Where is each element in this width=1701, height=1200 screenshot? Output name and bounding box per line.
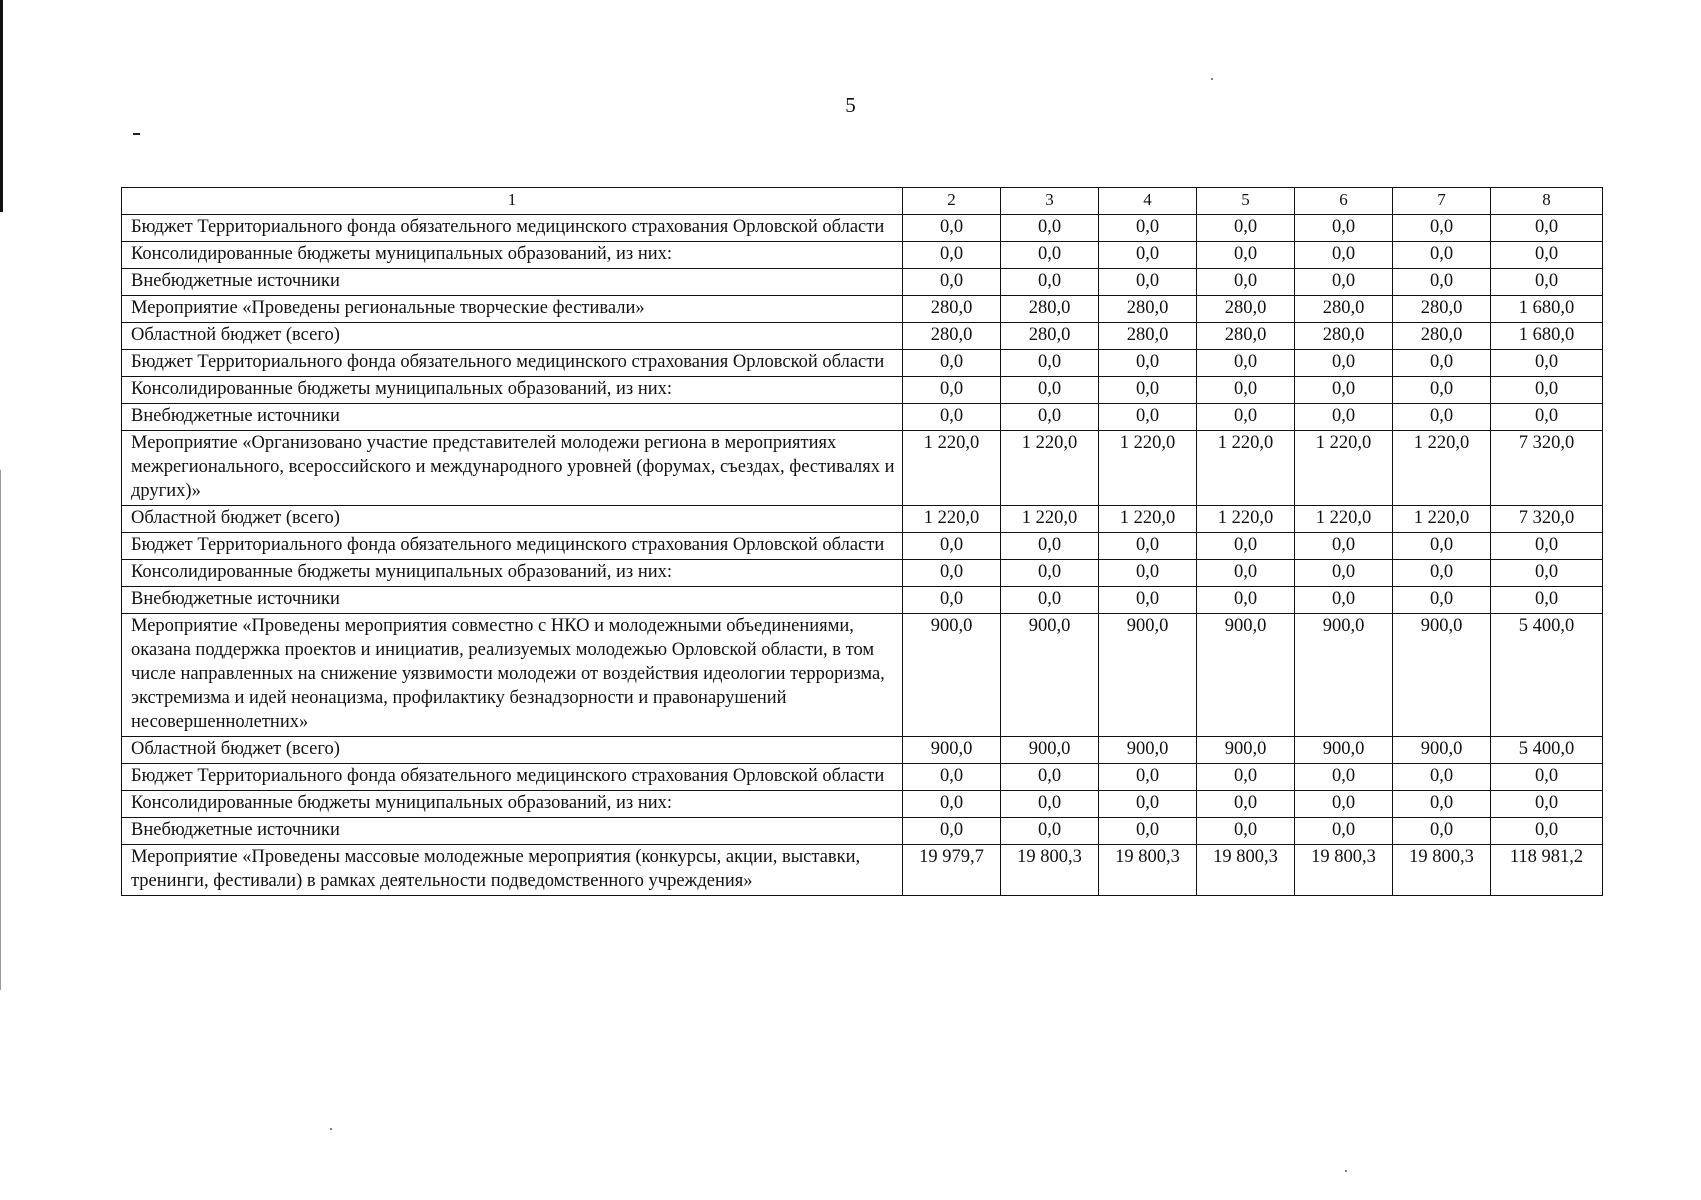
value-cell: 0,0: [1491, 242, 1603, 269]
value-cell: 0,0: [1491, 269, 1603, 296]
column-number-cell: 3: [1001, 188, 1099, 215]
value-cell: 0,0: [1295, 560, 1393, 587]
value-cell: 0,0: [1099, 269, 1197, 296]
value-cell: 0,0: [1393, 560, 1491, 587]
value-cell: 280,0: [1295, 296, 1393, 323]
row-label-cell: Внебюджетные источники: [122, 404, 903, 431]
value-cell: 900,0: [1393, 614, 1491, 737]
value-cell: 0,0: [1197, 818, 1295, 845]
page-number: 5: [845, 93, 856, 117]
value-cell: 0,0: [1001, 764, 1099, 791]
table-row: [122, 587, 1603, 614]
value-cell: 900,0: [1001, 614, 1099, 737]
row-label-cell: Областной бюджет (всего): [122, 737, 903, 764]
value-cell: 0,0: [1491, 533, 1603, 560]
value-cell: 900,0: [1197, 737, 1295, 764]
row-label-cell: Мероприятие «Организовано участие представителей молодежи региона в мероприятиях межрегионального, всероссийского и международного уровней (форумах, съездах, фестивалях и других)»: [122, 431, 903, 506]
value-cell: 0,0: [903, 350, 1001, 377]
value-cell: 0,0: [1393, 533, 1491, 560]
value-cell: 0,0: [1197, 350, 1295, 377]
row-label-cell: Внебюджетные источники: [122, 818, 903, 845]
value-cell: 0,0: [903, 533, 1001, 560]
budget-table-body: [122, 188, 1603, 896]
value-cell: 1 220,0: [1197, 506, 1295, 533]
value-cell: 1 220,0: [903, 506, 1001, 533]
value-cell: 1 680,0: [1491, 323, 1603, 350]
value-cell: 0,0: [1197, 791, 1295, 818]
value-cell: 0,0: [1393, 215, 1491, 242]
value-cell: 280,0: [903, 296, 1001, 323]
value-cell: 0,0: [1197, 533, 1295, 560]
row-label-cell: Областной бюджет (всего): [122, 323, 903, 350]
budget-table: [121, 187, 1603, 896]
column-number-cell: 5: [1197, 188, 1295, 215]
value-cell: 280,0: [1197, 323, 1295, 350]
row-label-cell: Консолидированные бюджеты муниципальных образований, из них:: [122, 377, 903, 404]
table-header-row: [122, 188, 1603, 215]
value-cell: 0,0: [1393, 377, 1491, 404]
value-cell: 19 979,7: [903, 845, 1001, 896]
value-cell: 1 220,0: [1393, 431, 1491, 506]
table-row: [122, 560, 1603, 587]
value-cell: 0,0: [1197, 560, 1295, 587]
value-cell: 0,0: [1001, 215, 1099, 242]
table-row: [122, 377, 1603, 404]
value-cell: 280,0: [903, 323, 1001, 350]
column-number-cell: 6: [1295, 188, 1393, 215]
table-row: [122, 737, 1603, 764]
value-cell: 0,0: [1001, 377, 1099, 404]
value-cell: 0,0: [1197, 215, 1295, 242]
value-cell: 19 800,3: [1393, 845, 1491, 896]
value-cell: 0,0: [1491, 377, 1603, 404]
scan-speck: [1211, 78, 1213, 80]
value-cell: 0,0: [1001, 242, 1099, 269]
value-cell: 19 800,3: [1001, 845, 1099, 896]
table-row: [122, 845, 1603, 896]
value-cell: 0,0: [1099, 818, 1197, 845]
row-label-cell: Бюджет Территориального фонда обязательного медицинского страхования Орловской области: [122, 764, 903, 791]
value-cell: 0,0: [1295, 818, 1393, 845]
table-row: [122, 296, 1603, 323]
value-cell: 0,0: [903, 215, 1001, 242]
value-cell: 0,0: [903, 818, 1001, 845]
value-cell: 0,0: [1393, 350, 1491, 377]
value-cell: 1 220,0: [903, 431, 1001, 506]
value-cell: 0,0: [1491, 818, 1603, 845]
value-cell: 0,0: [903, 377, 1001, 404]
value-cell: 0,0: [1001, 404, 1099, 431]
value-cell: 900,0: [1295, 614, 1393, 737]
value-cell: 1 220,0: [1001, 506, 1099, 533]
value-cell: 0,0: [1001, 350, 1099, 377]
value-cell: 0,0: [1295, 404, 1393, 431]
value-cell: 0,0: [1393, 791, 1491, 818]
value-cell: 280,0: [1197, 296, 1295, 323]
table-row: [122, 269, 1603, 296]
table-row: [122, 533, 1603, 560]
table-row: [122, 506, 1603, 533]
column-number-cell: 4: [1099, 188, 1197, 215]
value-cell: 0,0: [1099, 242, 1197, 269]
scan-speck: [1345, 1170, 1347, 1172]
value-cell: 0,0: [1001, 587, 1099, 614]
value-cell: 0,0: [903, 764, 1001, 791]
table-row: [122, 764, 1603, 791]
value-cell: 0,0: [1001, 560, 1099, 587]
value-cell: 0,0: [1099, 560, 1197, 587]
value-cell: 0,0: [1197, 269, 1295, 296]
value-cell: 0,0: [1197, 764, 1295, 791]
column-number-cell: 2: [903, 188, 1001, 215]
value-cell: 0,0: [1491, 560, 1603, 587]
value-cell: 0,0: [1295, 350, 1393, 377]
value-cell: 0,0: [1197, 404, 1295, 431]
value-cell: 0,0: [1001, 533, 1099, 560]
value-cell: 0,0: [1001, 791, 1099, 818]
value-cell: 0,0: [903, 560, 1001, 587]
value-cell: 0,0: [1099, 791, 1197, 818]
value-cell: 5 400,0: [1491, 614, 1603, 737]
value-cell: 0,0: [1393, 242, 1491, 269]
value-cell: 280,0: [1393, 296, 1491, 323]
table-row: [122, 323, 1603, 350]
row-label-cell: Мероприятие «Проведены массовые молодежные мероприятия (конкурсы, акции, выставки, тренинги, фестивали) в рамках деятельности подведомственного учреждения»: [122, 845, 903, 896]
row-label-cell: Мероприятие «Проведены мероприятия совместно с НКО и молодежными объединениями, оказана поддержка проектов и инициатив, реализуемых молодежью Орловской области, в том числе направленных на снижение уязвимости молодежи от воздействия идеологии терроризма, экстремизма и идей неонацизма, профилактику безнадзорности и правонарушений несовершеннолетних»: [122, 614, 903, 737]
value-cell: 0,0: [1099, 377, 1197, 404]
row-label-cell: Консолидированные бюджеты муниципальных образований, из них:: [122, 560, 903, 587]
value-cell: 280,0: [1001, 323, 1099, 350]
scan-speck: [330, 1128, 332, 1130]
row-label-cell: Внебюджетные источники: [122, 269, 903, 296]
value-cell: 0,0: [1197, 242, 1295, 269]
value-cell: 900,0: [1099, 737, 1197, 764]
row-label-cell: Областной бюджет (всего): [122, 506, 903, 533]
value-cell: 0,0: [1295, 533, 1393, 560]
value-cell: 19 800,3: [1099, 845, 1197, 896]
value-cell: 7 320,0: [1491, 431, 1603, 506]
value-cell: 0,0: [1099, 215, 1197, 242]
value-cell: 0,0: [1197, 587, 1295, 614]
value-cell: 900,0: [903, 614, 1001, 737]
table-row: [122, 818, 1603, 845]
value-cell: 0,0: [1393, 587, 1491, 614]
value-cell: 900,0: [1393, 737, 1491, 764]
value-cell: 1 220,0: [1099, 431, 1197, 506]
value-cell: 0,0: [1491, 350, 1603, 377]
table-row: [122, 242, 1603, 269]
value-cell: 900,0: [1197, 614, 1295, 737]
value-cell: 118 981,2: [1491, 845, 1603, 896]
row-label-cell: Бюджет Территориального фонда обязательного медицинского страхования Орловской области: [122, 533, 903, 560]
table-row: [122, 614, 1603, 737]
value-cell: 280,0: [1099, 323, 1197, 350]
table-row: [122, 791, 1603, 818]
value-cell: 1 220,0: [1099, 506, 1197, 533]
value-cell: 0,0: [1295, 242, 1393, 269]
value-cell: 280,0: [1001, 296, 1099, 323]
value-cell: 0,0: [1295, 764, 1393, 791]
value-cell: 0,0: [1491, 215, 1603, 242]
value-cell: 0,0: [1099, 350, 1197, 377]
row-label-cell: Внебюджетные источники: [122, 587, 903, 614]
value-cell: 0,0: [1491, 764, 1603, 791]
row-label-cell: Мероприятие «Проведены региональные творческие фестивали»: [122, 296, 903, 323]
value-cell: 1 680,0: [1491, 296, 1603, 323]
column-number-cell: 1: [122, 188, 903, 215]
row-label-cell: Бюджет Территориального фонда обязательного медицинского страхования Орловской области: [122, 215, 903, 242]
scan-dash-mark: [133, 133, 140, 135]
value-cell: 19 800,3: [1197, 845, 1295, 896]
row-label-cell: Бюджет Территориального фонда обязательного медицинского страхования Орловской области: [122, 350, 903, 377]
value-cell: 0,0: [1295, 791, 1393, 818]
column-number-cell: 7: [1393, 188, 1491, 215]
value-cell: 0,0: [1393, 269, 1491, 296]
value-cell: 900,0: [1001, 737, 1099, 764]
value-cell: 0,0: [1099, 404, 1197, 431]
value-cell: 1 220,0: [1295, 431, 1393, 506]
value-cell: 0,0: [1001, 269, 1099, 296]
value-cell: 1 220,0: [1001, 431, 1099, 506]
value-cell: 1 220,0: [1197, 431, 1295, 506]
value-cell: 0,0: [1393, 404, 1491, 431]
value-cell: 0,0: [903, 791, 1001, 818]
value-cell: 7 320,0: [1491, 506, 1603, 533]
scan-left-edge-lower: [0, 470, 1, 990]
value-cell: 280,0: [1393, 323, 1491, 350]
table-row: [122, 215, 1603, 242]
value-cell: 0,0: [903, 587, 1001, 614]
value-cell: 0,0: [1491, 404, 1603, 431]
table-row: [122, 350, 1603, 377]
value-cell: 0,0: [1393, 764, 1491, 791]
value-cell: 900,0: [903, 737, 1001, 764]
value-cell: 280,0: [1295, 323, 1393, 350]
value-cell: 0,0: [903, 404, 1001, 431]
value-cell: 0,0: [1295, 587, 1393, 614]
value-cell: 0,0: [1295, 377, 1393, 404]
value-cell: 5 400,0: [1491, 737, 1603, 764]
value-cell: 0,0: [1099, 764, 1197, 791]
value-cell: 0,0: [1295, 269, 1393, 296]
value-cell: 0,0: [903, 269, 1001, 296]
value-cell: 0,0: [1295, 215, 1393, 242]
row-label-cell: Консолидированные бюджеты муниципальных образований, из них:: [122, 791, 903, 818]
row-label-cell: Консолидированные бюджеты муниципальных образований, из них:: [122, 242, 903, 269]
value-cell: 0,0: [1197, 377, 1295, 404]
table-row: [122, 404, 1603, 431]
value-cell: 1 220,0: [1393, 506, 1491, 533]
value-cell: 0,0: [1099, 533, 1197, 560]
value-cell: 900,0: [1099, 614, 1197, 737]
value-cell: 1 220,0: [1295, 506, 1393, 533]
value-cell: 0,0: [1491, 587, 1603, 614]
column-number-cell: 8: [1491, 188, 1603, 215]
value-cell: 0,0: [903, 242, 1001, 269]
table-row: [122, 431, 1603, 506]
value-cell: 0,0: [1491, 791, 1603, 818]
value-cell: 0,0: [1393, 818, 1491, 845]
value-cell: 280,0: [1099, 296, 1197, 323]
value-cell: 0,0: [1099, 587, 1197, 614]
value-cell: 19 800,3: [1295, 845, 1393, 896]
value-cell: 0,0: [1001, 818, 1099, 845]
value-cell: 900,0: [1295, 737, 1393, 764]
